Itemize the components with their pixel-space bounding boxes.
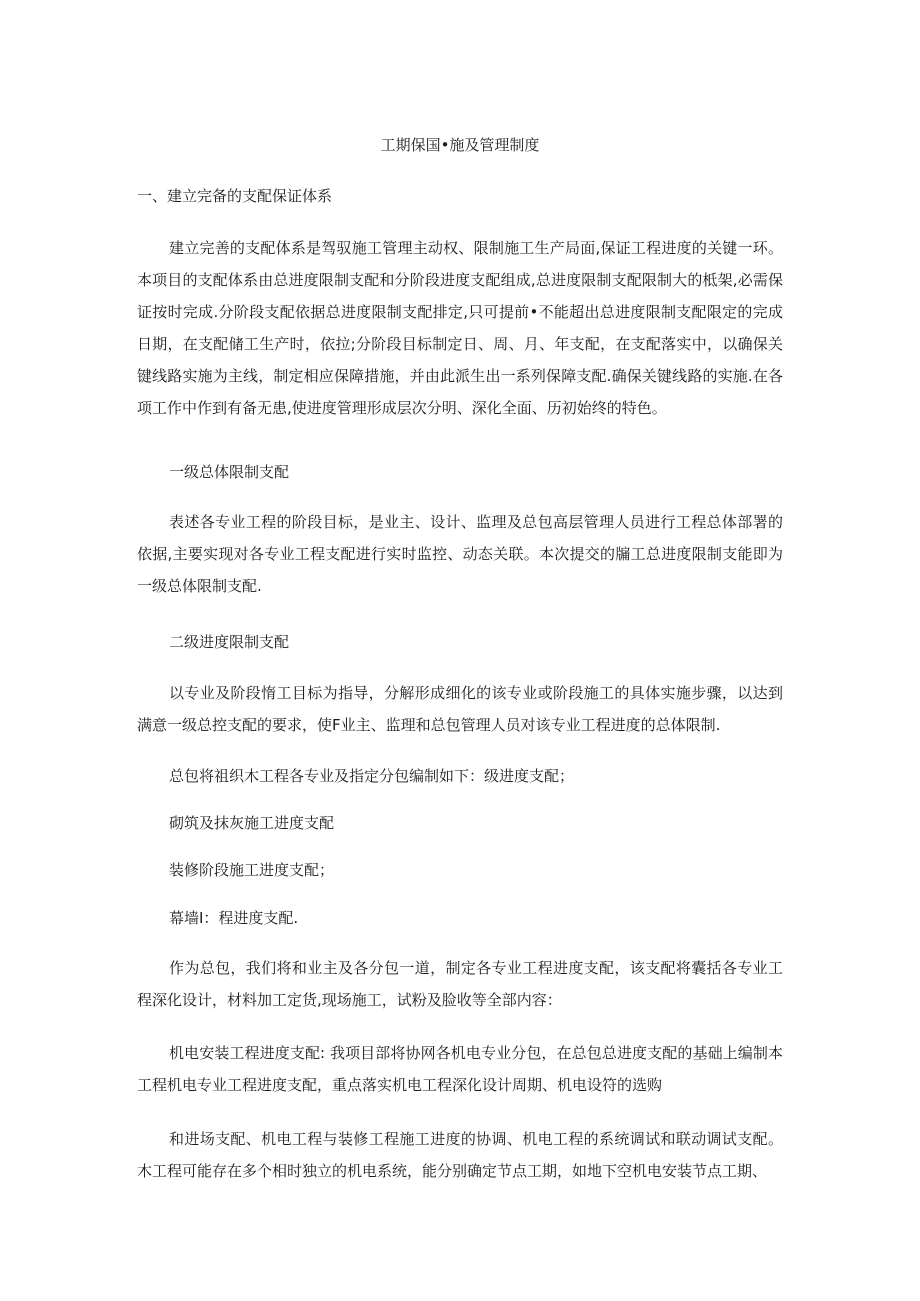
curtain-wall-schedule-line: 幕墙I：程进度支配. (169, 909, 299, 927)
level1-paragraph: 表述各专业工程的阶段目标，是业主、设计、监理及总包高层管理人员进行工程总体部署的依据,主要实现对各专业工程支配进行实时监控、动态关联。本次提交的牖工总进度限制支能即为一级总体限制支配. (137, 513, 783, 595)
decoration-schedule-line: 装修阶段施工进度支配； (169, 861, 335, 879)
level2-paragraph: 以专业及阶段惰工目标为指导，分解形成细化的该专业或阶段施工的具体实施步骤，以达到满意一级总控支配的要求，使F业主、监理和总包管理人员对该专业工程进度的总体限制. (137, 684, 783, 734)
section-heading-1: 一、建立完备的支配保证体系 (137, 187, 333, 205)
general-contractor-line: 总包将祖织木工程各专业及指定分包编制如下：级进度支配； (169, 767, 575, 785)
mep-paragraph-1: 机电安装工程进度支配: 我项目部将协网各机电专业分包，在总包总进度支配的基础上编制本工程机电专业工程进度支配，重点落实机电工程深化设计周期、机电设符的选购 (137, 1044, 783, 1094)
document-title: 工期保国•施及管理制度 (380, 136, 540, 154)
mep-paragraph-2: 和进场支配、机电工程与装修工程施工进度的协调、机电工程的系统调试和联动调试支配。木工程可能存在多个相时独立的机电系统，能分别确定节点工期，如地下空机电安装节点工期、 (137, 1130, 783, 1180)
level2-heading: 二级进度限制支配 (169, 633, 290, 651)
level1-heading: 一级总体限制支配 (169, 463, 290, 481)
masonry-schedule-line: 砌筑及抹灰施工进度支配 (169, 814, 335, 832)
contractor-paragraph: 作为总包，我们将和业主及各分包一道，制定各专业工程进度支配，该支配将囊括各专业工程深化设计，材料加工定货,现场施工，试粉及脸收等全部内容： (137, 959, 783, 1009)
intro-paragraph: 建立完善的支配体系是驾驭施工管理主动权、限制施工生产局面,保证工程进度的关键一环。本项目的支配体系由总进度限制支配和分阶段进度支配组成,总进度限制支配限制大的柢架,必需保证按时完成.分阶段支配依据总进度限制支配排定,只可提前•不能超出总进度限制支配限定的完成日期，在支配储工生产时，依拉;分阶段目标制定日、周、月、年支配，在支配落实中，以确保关键线路实施为主线，制定相应保障措施，并由此派生出一系列保障支配.确保关键线路的实施.在各项工作中作到有备无患,使进度管理形成层次分明、深化全面、历初始终的特色。 (137, 239, 783, 417)
